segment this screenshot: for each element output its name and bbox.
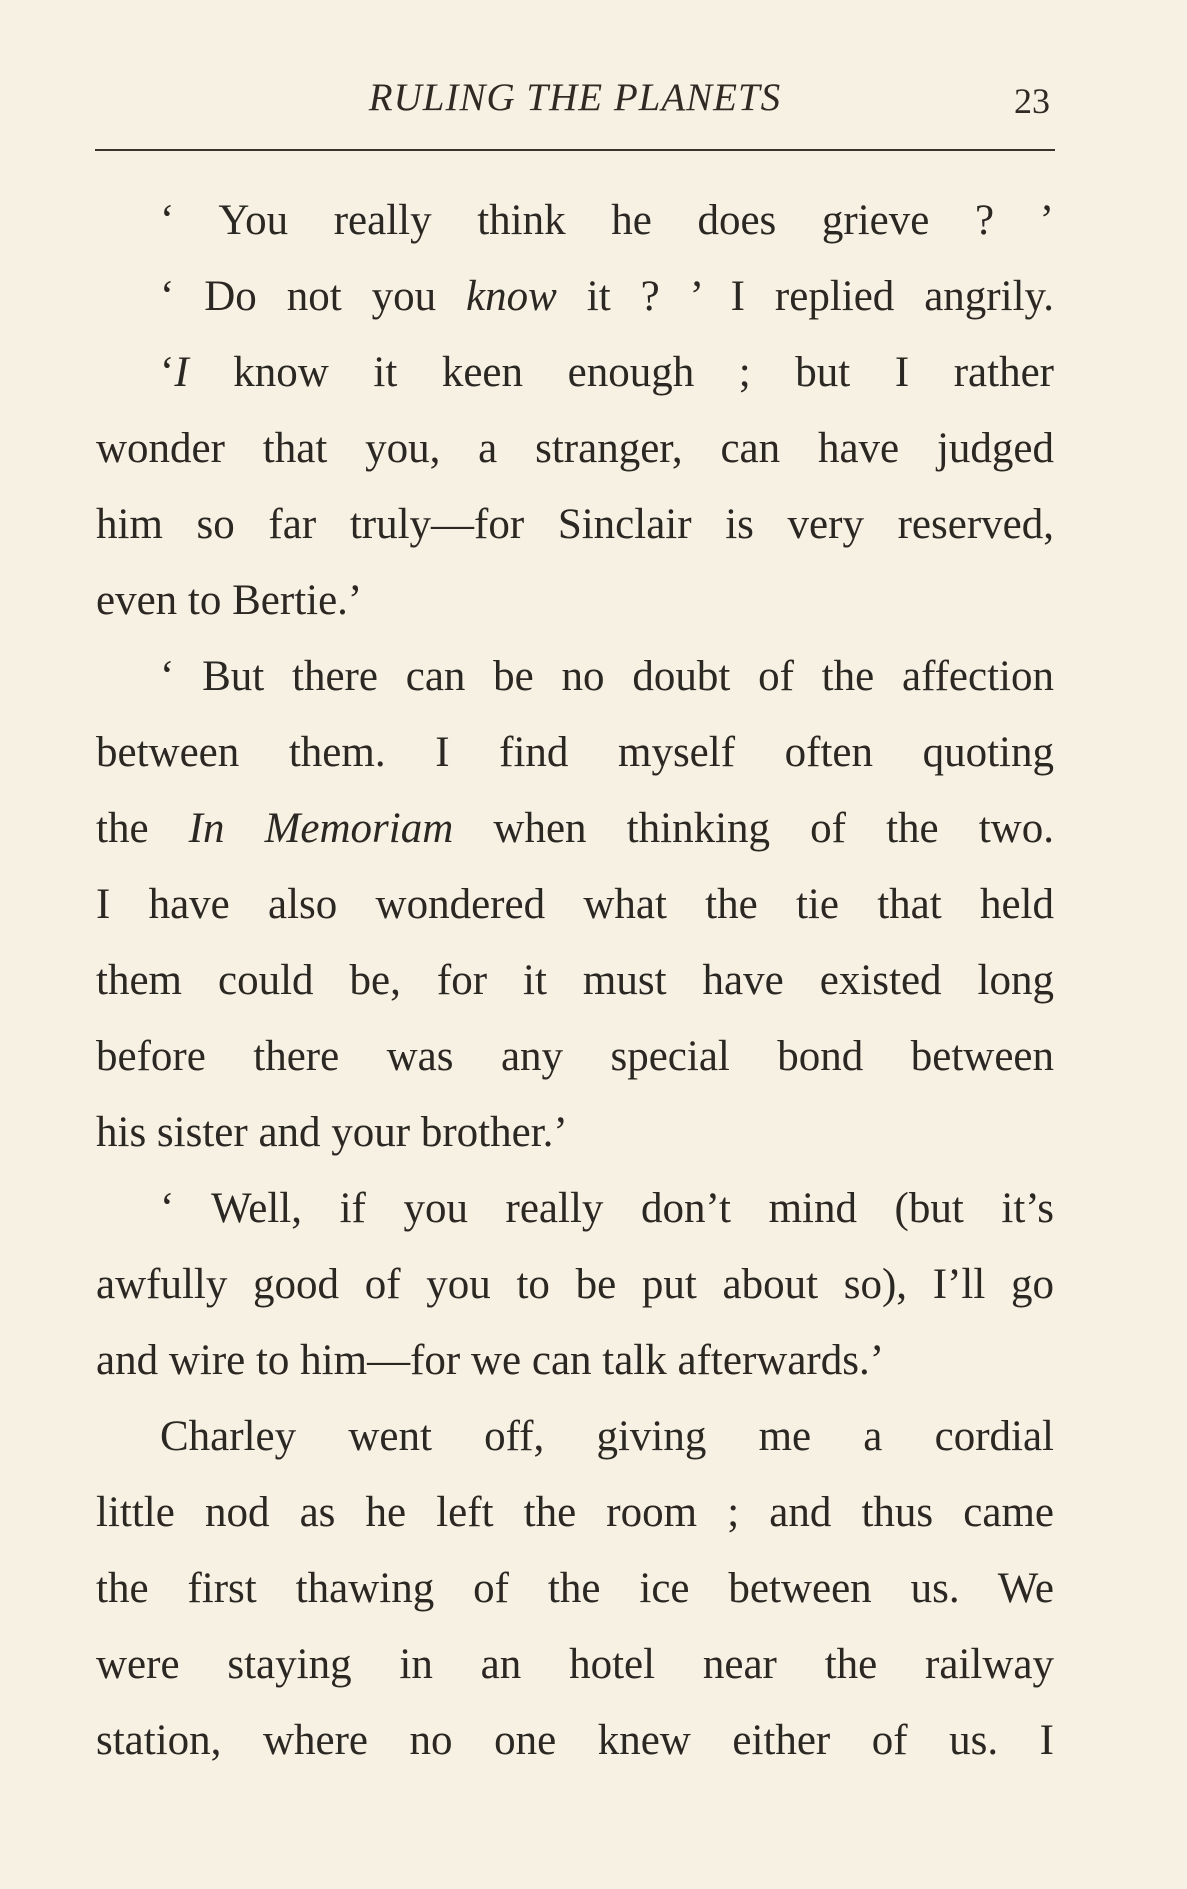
text-segment: I have also wondered what the tie that held (96, 881, 1054, 928)
text-segment: little nod as he left the room ; and thus came (96, 1489, 1054, 1536)
text-segment: between them. I find myself often quoting (96, 729, 1054, 776)
text-segment: know it keen enough ; but I rather (188, 349, 1054, 396)
text-line (96, 411, 1054, 487)
italic-text: I (174, 349, 189, 396)
text-segment: station, where no one knew either of us. I (96, 1717, 1054, 1764)
text-line (96, 1627, 1054, 1703)
text-segment: the (96, 805, 189, 852)
text-segment: ‘ (160, 349, 175, 396)
text-line (96, 1475, 1054, 1551)
italic-text: know (466, 273, 557, 320)
text-line (96, 1247, 1054, 1323)
text-line (96, 1323, 1054, 1399)
text-segment: before there was any special bond between (96, 1033, 1054, 1080)
text-segment: ‘ Do not you (160, 273, 467, 320)
text-line (96, 867, 1054, 943)
text-line (96, 1019, 1054, 1095)
text-line (96, 1095, 1054, 1171)
text-line (96, 487, 1054, 563)
text-segment: Charley went off, giving me a cordial (160, 1413, 1054, 1460)
text-line (96, 1171, 1054, 1247)
text-segment: wonder that you, a stranger, can have judged (96, 425, 1054, 472)
text-segment: when thinking of the two. (453, 805, 1054, 852)
text-segment: his sister and your brother.’ (96, 1109, 568, 1156)
text-line (96, 943, 1054, 1019)
text-line (96, 259, 1054, 335)
text-line (96, 563, 1054, 639)
italic-text: In Memoriam (188, 805, 454, 852)
text-line (96, 1551, 1054, 1627)
text-line (96, 1399, 1054, 1475)
text-segment: them could be, for it must have existed long (96, 957, 1054, 1004)
text-segment: and wire to him—for we can talk afterwards.’ (96, 1337, 885, 1384)
text-line (96, 1703, 1054, 1779)
text-segment: him so far truly—for Sinclair is very reserved, (96, 501, 1054, 548)
page-header (95, 68, 1055, 128)
text-line (96, 335, 1054, 411)
text-line (96, 639, 1054, 715)
text-line (96, 715, 1054, 791)
text-segment: were staying in an hotel near the railway (96, 1641, 1054, 1688)
body-text (96, 183, 1054, 1779)
text-segment: it ? ’ I replied angrily. (556, 273, 1054, 320)
text-line (96, 183, 1054, 259)
header-rule (95, 149, 1055, 151)
text-segment: ‘ You really think he does grieve ? ’ (160, 197, 1054, 244)
running-title: RULING THE PLANETS (368, 76, 782, 119)
page-number: 23 (1014, 81, 1050, 121)
text-segment: awfully good of you to be put about so), I’ll go (96, 1261, 1054, 1308)
text-segment: even to Bertie.’ (96, 577, 363, 624)
text-segment: ‘ Well, if you really don’t mind (but it’s (160, 1185, 1054, 1232)
text-line (96, 791, 1054, 867)
text-segment: the first thawing of the ice between us. We (96, 1565, 1054, 1612)
text-segment: ‘ But there can be no doubt of the affection (160, 653, 1054, 700)
